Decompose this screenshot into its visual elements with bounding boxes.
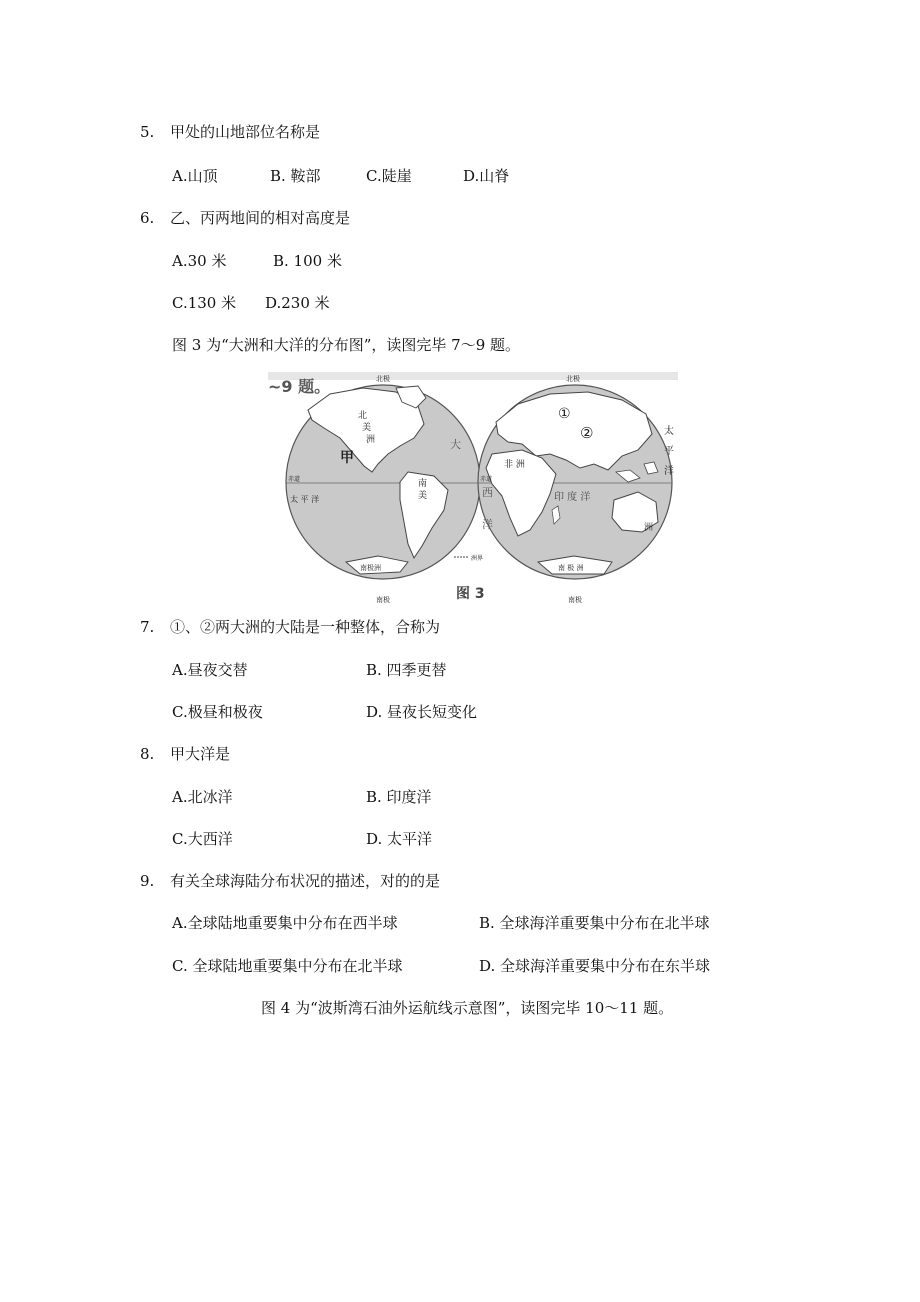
label-legend: 洲界 — [471, 555, 484, 562]
option-c: C.130 米 — [172, 294, 237, 312]
label-equator-left: 赤道 — [288, 476, 301, 483]
option-d: D. 太平洋 — [366, 830, 433, 848]
option-d: D. 全球海洋重要集中分布在东半球 — [479, 957, 711, 975]
label-antarctica-right: 南 极 洲 — [558, 564, 584, 572]
option-d: D. 昼夜长短变化 — [366, 703, 478, 721]
option-b: B. 四季更替 — [366, 661, 447, 679]
label-north-america-2: 美 — [362, 423, 372, 433]
label-south-america-2: 美 — [418, 491, 428, 501]
label-africa: 非 洲 — [504, 460, 525, 470]
option-a: A.全球陆地重要集中分布在西半球 — [172, 914, 398, 932]
label-oceania: 洲 — [644, 523, 654, 533]
question-stem: 乙、丙两地间的相对高度是 — [170, 209, 351, 227]
question-number: 9. — [140, 872, 155, 890]
label-south-america-1: 南 — [418, 479, 428, 489]
option-b: B. 100 米 — [273, 252, 342, 270]
label-north-america-1: 北 — [358, 411, 368, 421]
label-pacific-left: 太 平 洋 — [290, 495, 320, 504]
question-number: 6. — [140, 209, 155, 227]
question-number: 8. — [140, 745, 155, 763]
option-c: C.陡崖 — [366, 167, 412, 185]
question-stem: 有关全球海陆分布状况的描述，对的的是 — [170, 872, 441, 890]
question-stem: ①、②两大洲的大陆是一种整体，合称为 — [170, 618, 441, 636]
label-south-pole-right: 南极 — [568, 596, 582, 604]
option-a: A.北冰洋 — [172, 788, 233, 806]
label-north-pole-left: 北极 — [376, 375, 390, 383]
label-circle-1: ① — [558, 406, 571, 422]
figure-3-intro: 图 3 为“大洲和大洋的分布图”，读图完毕 7～9 题。 — [172, 336, 521, 354]
label-atlantic-1: 大 — [450, 438, 461, 451]
question-number: 7. — [140, 618, 155, 636]
label-pacific-right-2: 平 — [664, 446, 674, 457]
figure-header: ~9 题。 — [268, 377, 331, 396]
option-b: B. 印度洋 — [366, 788, 432, 806]
question-stem: 甲大洋是 — [170, 745, 231, 763]
option-a: A.30 米 — [172, 252, 227, 270]
label-north-america-3: 洲 — [366, 435, 376, 445]
option-b: B. 鞍部 — [270, 167, 321, 185]
label-antarctica-left: 南极洲 — [360, 564, 381, 572]
label-pacific-right-1: 太 — [664, 426, 674, 437]
label-north-pole-right: 北极 — [566, 375, 580, 383]
label-equator-right: 赤道 — [480, 476, 493, 483]
option-c: C.大西洋 — [172, 830, 233, 848]
option-a: A.山顶 — [172, 167, 218, 185]
figure-4-intro: 图 4 为“波斯湾石油外运航线示意图”，读图完毕 10～11 题。 — [261, 999, 674, 1017]
option-a: A.昼夜交替 — [172, 661, 248, 679]
label-south-pole-left: 南极 — [376, 596, 390, 604]
option-d: D.230 米 — [265, 294, 330, 312]
world-map-figure — [268, 372, 678, 604]
label-atlantic-2: 西 — [482, 486, 493, 499]
label-indian-ocean: 印 度 洋 — [554, 492, 591, 503]
option-b: B. 全球海洋重要集中分布在北半球 — [479, 914, 710, 932]
label-circle-2: ② — [580, 424, 594, 442]
figure-caption: 图 3 — [456, 586, 485, 602]
label-jia: 甲 — [340, 450, 354, 466]
question-number: 5. — [140, 123, 155, 141]
label-pacific-right-3: 洋 — [664, 466, 674, 477]
option-c: C. 全球陆地重要集中分布在北半球 — [172, 957, 403, 975]
option-c: C.极昼和极夜 — [172, 703, 263, 721]
option-d: D.山脊 — [463, 167, 510, 185]
label-atlantic-3: 洋 — [482, 518, 493, 531]
question-stem: 甲处的山地部位名称是 — [170, 123, 321, 141]
